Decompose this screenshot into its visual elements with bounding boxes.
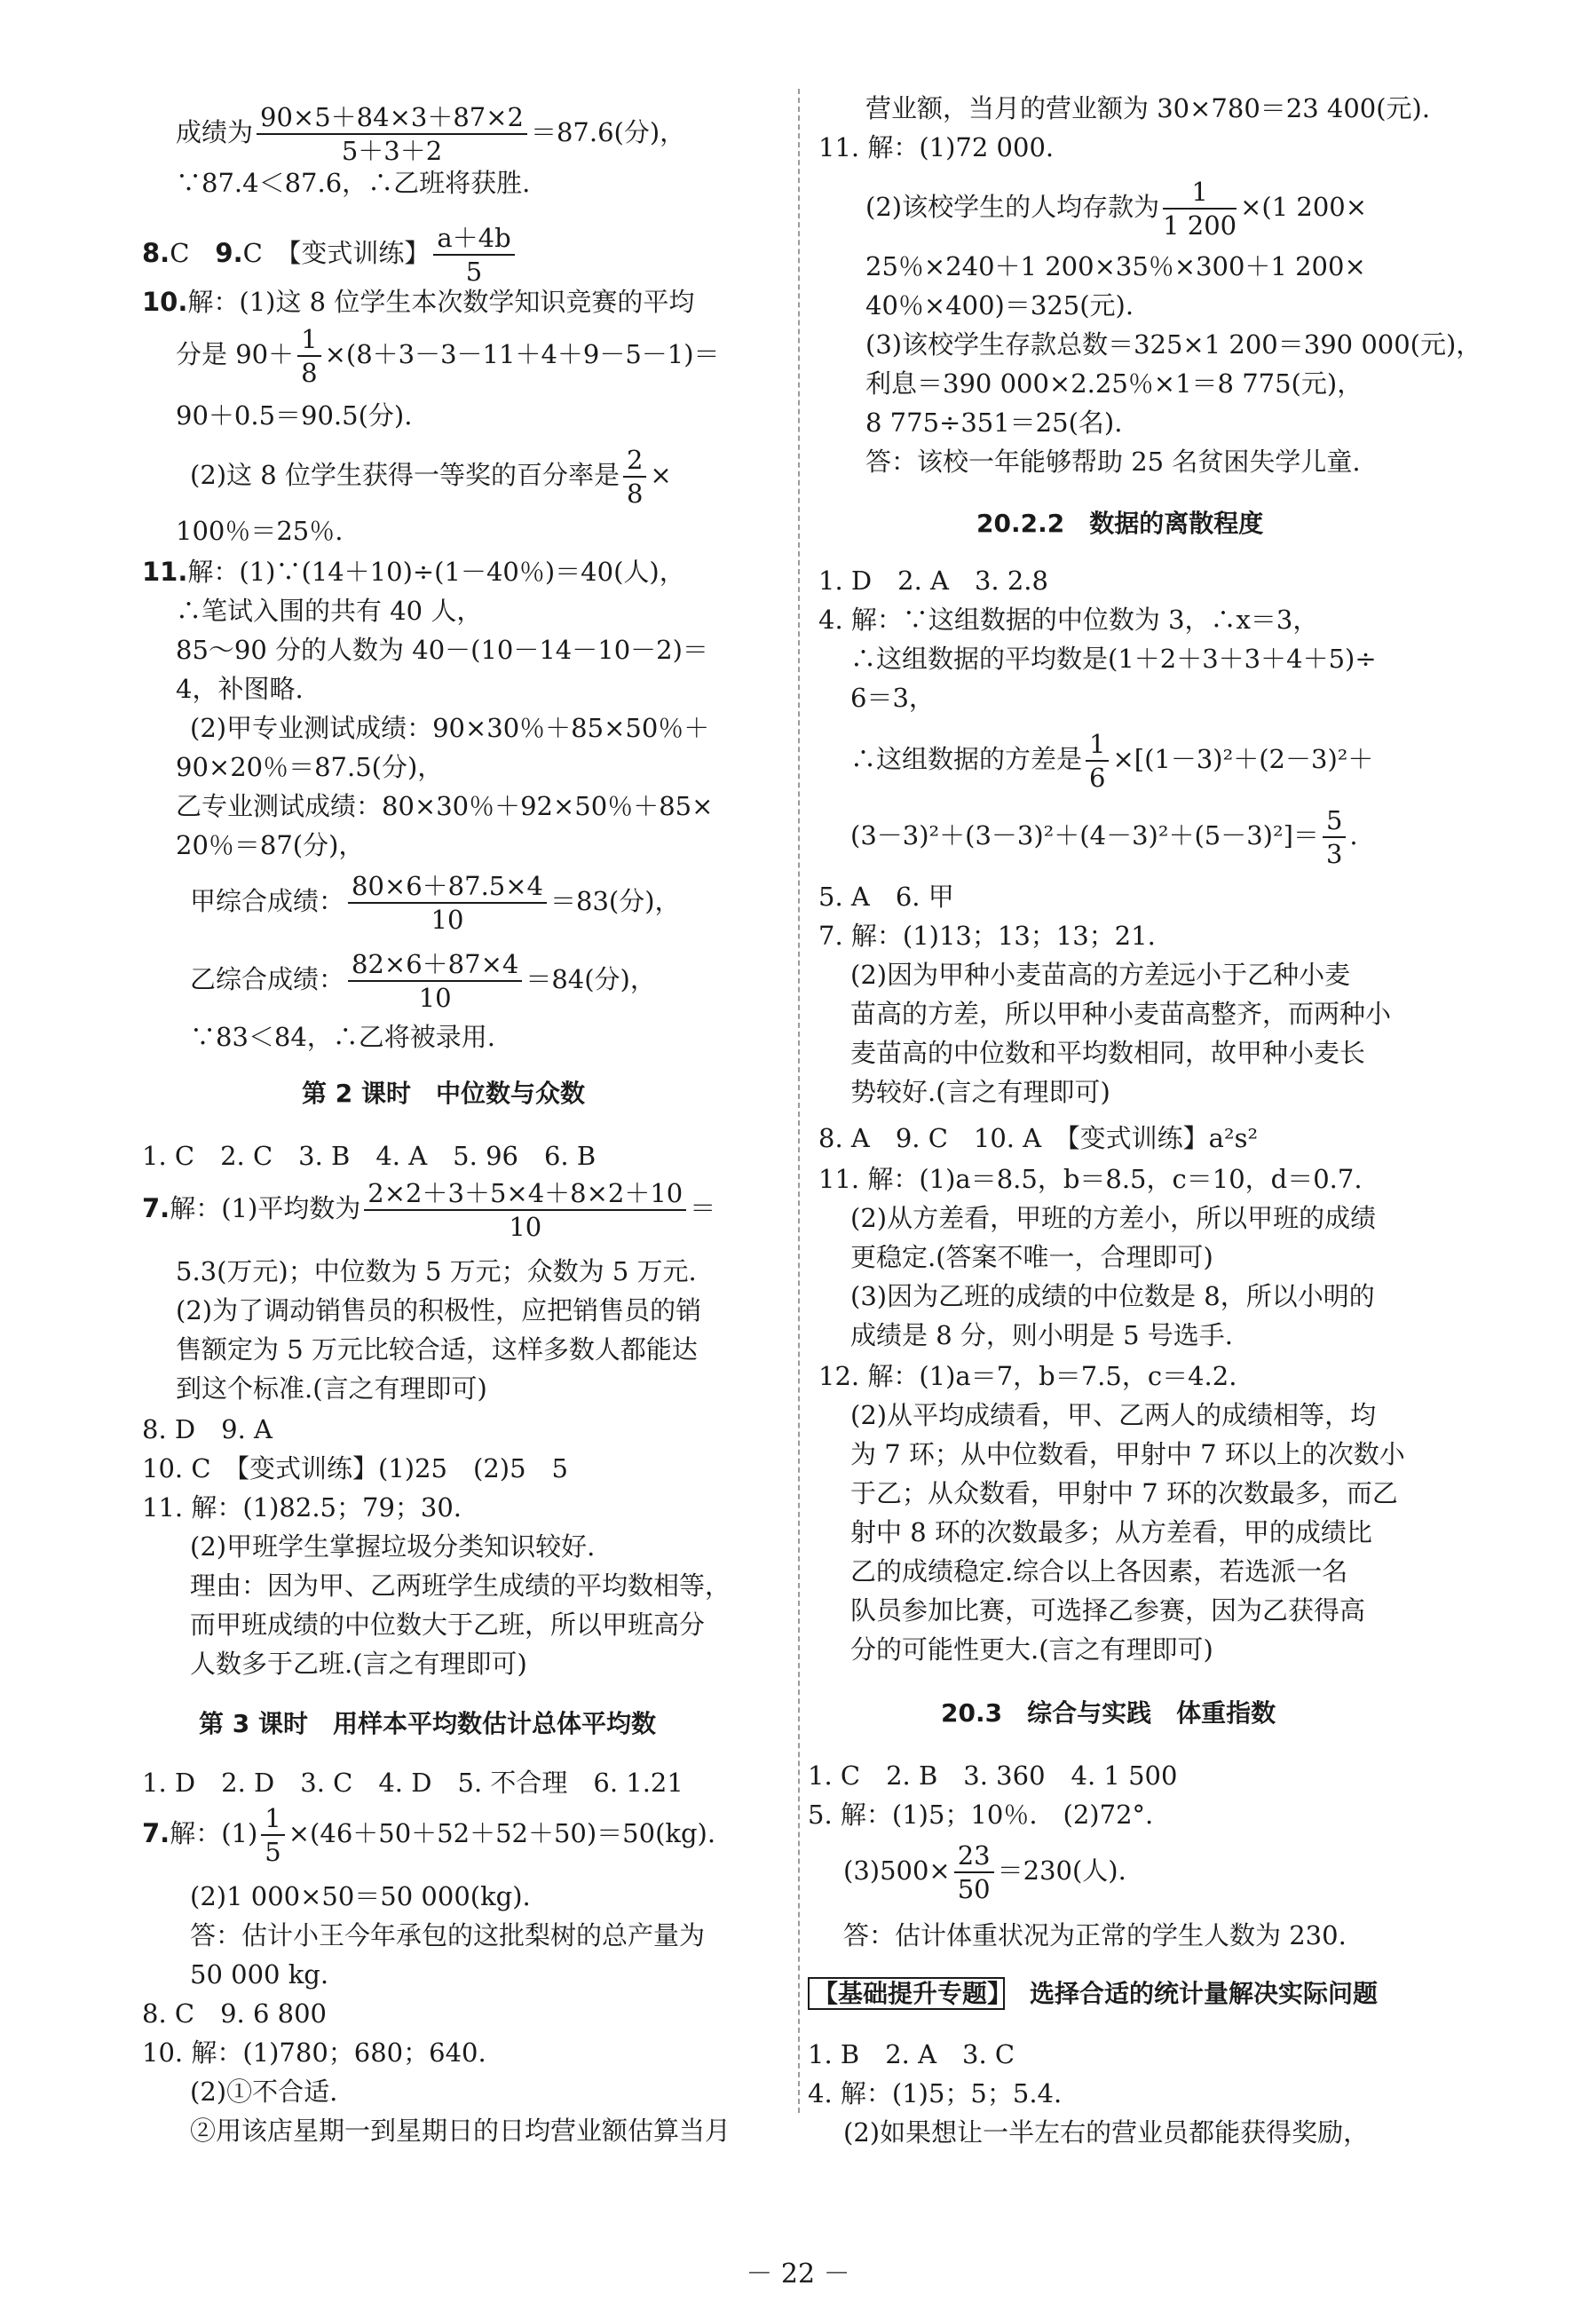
answer-line: 成绩是 8 分，则小明是 5 号选手.: [850, 1320, 1233, 1350]
section-heading: 第 2 课时 中位数与众数: [302, 1079, 585, 1108]
fraction: $\frac{1}{8}$: [297, 323, 320, 389]
answer-line: 50 000 kg.: [190, 1959, 329, 1990]
answer-line: 5. A 6. 甲: [818, 882, 954, 912]
answer-line: 11. 解：(1)a＝8.5，b＝8.5，c＝10，d＝0.7.: [818, 1164, 1363, 1194]
answer-line: 1. B 2. A 3. C: [808, 2039, 1015, 2069]
answer-line: 4. 解：(1)5；5；5.4.: [808, 2078, 1063, 2108]
answer-line: (3－3)²＋(3－3)²＋(4－3)²＋(5－3)²]＝ $\frac{5}{3}$ .: [850, 805, 1358, 869]
answer-line: ②用该店星期一到星期日的日均营业额估算当月: [190, 2116, 731, 2146]
answer-line: 分的可能性更大.(言之有理即可): [850, 1634, 1213, 1665]
fraction: $\frac{2}{8}$: [623, 444, 646, 510]
fraction: $\frac{80\times 6+87.5\times 4}{10}$: [348, 870, 547, 936]
answer-line: 85～90 分的人数为 40－(10－14－10－2)＝: [176, 635, 708, 665]
answer-line: 5.3(万元)；中位数为 5 万元；众数为 5 万元.: [176, 1256, 697, 1286]
answer-line: (3)该校学生存款总数＝325×1 200＝390 000(元)，: [865, 329, 1482, 360]
answer-line: 10. C 【变式训练】(1)25 (2)5 5: [142, 1453, 568, 1483]
answer-line: (2)从平均成绩看，甲、乙两人的成绩相等，均: [850, 1400, 1377, 1430]
answer-line: (2)①不合适.: [190, 2077, 338, 2107]
section-heading: 20.2.2 数据的离散程度: [976, 509, 1264, 538]
topic-label: 【基础提升专题】: [808, 1977, 1005, 2010]
answer-line: 势较好.(言之有理即可): [850, 1077, 1110, 1107]
fraction: $\frac{82\times 6+87\times 4}{10}$: [348, 948, 522, 1014]
fraction: $\frac{23}{50}$: [954, 1839, 994, 1905]
answer-line: (2)甲专业测试成绩：90×30％＋85×50％＋: [190, 713, 710, 743]
answer-line: ∴这组数据的方差是 $\frac{1}{6}$ ×[(1－3)²＋(2－3)²＋: [850, 729, 1374, 793]
answer-line: (2)该校学生的人均存款为 $\frac{1}{1 200}$ ×(1 200×: [865, 177, 1368, 241]
answer-line: (2)这 8 位学生获得一等奖的百分率是 $\frac{2}{8}$ ×: [190, 445, 672, 509]
answer-line: 20％＝87(分)，: [176, 830, 365, 860]
answer-line: 7.解：(1)平均数为 $\frac{2\times 2+3+5\times 4+8\times 2+10}{10}$ ＝: [142, 1178, 716, 1242]
answer-line: 于乙；从众数看，甲射中 7 环的次数最多，而乙: [850, 1478, 1398, 1508]
answer-line: 1. C 2. C 3. B 4. A 5. 96 6. B: [142, 1141, 597, 1171]
fraction: $\frac{1}{6}$: [1086, 728, 1109, 794]
answer-line: (2)从方差看，甲班的方差小，所以甲班的成绩: [850, 1203, 1377, 1233]
answer-line: (2)如果想让一半左右的营业员都能获得奖励，: [843, 2117, 1370, 2148]
answer-line: 4. 解：∵这组数据的中位数为 3，∴x＝3，: [818, 605, 1319, 635]
answer-line: ∵83＜84，∴乙将被录用.: [190, 1022, 496, 1052]
answer-line: 售额定为 5 万元比较合适，这样多数人都能达: [176, 1334, 698, 1365]
answer-line: 乙的成绩稳定.综合以上各因素，若选派一名: [850, 1556, 1348, 1586]
answer-line: 更稳定.(答案不唯一，合理即可): [850, 1242, 1213, 1272]
answer-line: 12. 解：(1)a＝7，b＝7.5，c＝4.2.: [818, 1361, 1237, 1391]
answer-line: ∴笔试入围的共有 40 人，: [176, 596, 483, 626]
answer-line: 麦苗高的中位数和平均数相同，故甲种小麦长: [850, 1038, 1366, 1068]
answer-line: 利息＝390 000×2.25％×1＝8 775(元)，: [865, 368, 1363, 399]
answer-line: 5. 解：(1)5；10％. (2)72°.: [808, 1800, 1154, 1830]
column-divider: [798, 89, 800, 2113]
answer-line: ∵87.4＜87.6，∴乙班将获胜.: [176, 168, 531, 198]
answer-line: 11.解：(1)∵(14＋10)÷(1－40％)＝40(人)，: [142, 557, 685, 587]
answer-line: 甲综合成绩： $\frac{80\times 6+87.5\times 4}{10}$ ＝83(分)，: [190, 871, 681, 935]
fraction: $\frac{90\times 5+84\times 3+87\times 2}{5+3+2}$: [257, 101, 527, 167]
answer-line: 乙专业测试成绩：80×30％＋92×50％＋85×: [176, 791, 714, 821]
answer-line: (2)为了调动销售员的积极性，应把销售员的销: [176, 1295, 702, 1325]
answer-line: 队员参加比赛，可选择乙参赛，因为乙获得高: [850, 1595, 1366, 1626]
answer-line: 8. D 9. A: [142, 1414, 273, 1444]
answer-line: 10.解：(1)这 8 位学生本次数学知识竞赛的平均: [142, 287, 695, 317]
answer-line: ∴这组数据的平均数是(1＋2＋3＋3＋4＋5)÷: [850, 644, 1377, 674]
answer-line: 7. 解：(1)13；13；13；21.: [818, 921, 1156, 951]
answer-line: 苗高的方差，所以甲种小麦苗高整齐，而两种小: [850, 999, 1392, 1029]
answer-line: (2)因为甲种小麦苗高的方差远小于乙种小麦: [850, 960, 1351, 990]
answer-line: 1. D 2. D 3. C 4. D 5. 不合理 6. 1.21: [142, 1768, 683, 1798]
answer-line: 为 7 环；从中位数看，甲射中 7 环以上的次数小: [850, 1439, 1405, 1469]
fraction: $\frac{1}{5}$: [261, 1802, 284, 1868]
answer-line: 8.C 9.C 【变式训练】 $\frac{a+4b}{5}$: [142, 222, 518, 288]
answer-line: 理由：因为甲、乙两班学生成绩的平均数相等，: [190, 1570, 731, 1601]
answer-line: 6＝3，: [850, 683, 935, 713]
answer-line: 10. 解：(1)780；680；640.: [142, 2037, 486, 2068]
answer-line: 射中 8 环的次数最多；从方差看，甲的成绩比: [850, 1517, 1372, 1547]
answer-line: 答：该校一年能够帮助 25 名贫困失学儿童.: [865, 447, 1361, 477]
answer-line: 40％×400)＝325(元).: [865, 290, 1134, 320]
page-number: － 22 －: [746, 2259, 850, 2290]
fraction: $\frac{1}{1 200}$: [1163, 177, 1237, 241]
answer-line: 答：估计小王今年承包的这批梨树的总产量为: [190, 1920, 706, 1950]
answer-line: 7.解：(1) $\frac{1}{5}$ ×(46＋50＋52＋52＋50)＝50(kg).: [142, 1803, 716, 1867]
answer-line: 1. D 2. A 3. 2.8: [818, 566, 1048, 596]
answer-line: (3)因为乙班的成绩的中位数是 8，所以小明的: [850, 1281, 1375, 1311]
section-heading: 20.3 综合与实践 体重指数: [941, 1698, 1276, 1728]
answer-line: (3)500× $\frac{23}{50}$ ＝230(人).: [843, 1840, 1126, 1904]
answer-line: 4，补图略.: [176, 674, 304, 704]
answer-line: 100％＝25％.: [176, 516, 344, 546]
answer-line: 分是 90＋ $\frac{1}{8}$ ×(8＋3－3－11＋4＋9－5－1)＝: [176, 324, 720, 388]
answer-line: (2)1 000×50＝50 000(kg).: [190, 1881, 531, 1911]
answer-line: 8. C 9. 6 800: [142, 1998, 327, 2029]
answer-line: 成绩为 $\frac{90\times 5+84\times 3+87\times 2}{5+3+2}$ ＝87.6(分)，: [176, 102, 686, 166]
fraction: $\frac{2\times 2+3+5\times 4+8\times 2+10}{10}$: [364, 1177, 686, 1243]
answer-line: 8 775÷351＝25(名).: [865, 407, 1123, 438]
answer-line: 营业额，当月的营业额为 30×780＝23 400(元).: [865, 93, 1431, 123]
answer-line: 90×20％＝87.5(分)，: [176, 752, 444, 782]
answer-line: 90＋0.5＝90.5(分).: [176, 400, 413, 431]
answer-line: 乙综合成绩： $\frac{82\times 6+87\times 4}{10}$ ＝84(分)，: [190, 949, 656, 1013]
answer-line: 而甲班成绩的中位数大于乙班，所以甲班高分: [190, 1610, 706, 1640]
section-heading: 【基础提升专题】 选择合适的统计量解决实际问题: [808, 1978, 1378, 2010]
answer-line: 11. 解：(1)72 000.: [818, 132, 1055, 162]
answer-line: 11. 解：(1)82.5；79；30.: [142, 1492, 462, 1523]
answer-line: 8. A 9. C 10. A 【变式训练】a²s²: [818, 1123, 1259, 1153]
answer-line: 25％×240＋1 200×35％×300＋1 200×: [865, 251, 1366, 281]
fraction: $\frac{5}{3}$: [1323, 804, 1346, 870]
section-heading: 第 3 课时 用样本平均数估计总体平均数: [199, 1709, 656, 1738]
answer-line: 答：估计体重状况为正常的学生人数为 230.: [843, 1920, 1347, 1950]
answer-line: (2)甲班学生掌握垃圾分类知识较好.: [190, 1531, 596, 1562]
answer-line: 人数多于乙班.(言之有理即可): [190, 1649, 527, 1679]
fraction: $\frac{a+4b}{5}$: [433, 222, 514, 288]
answer-line: 到这个标准.(言之有理即可): [176, 1373, 487, 1404]
answer-line: 1. C 2. B 3. 360 4. 1 500: [808, 1760, 1178, 1791]
